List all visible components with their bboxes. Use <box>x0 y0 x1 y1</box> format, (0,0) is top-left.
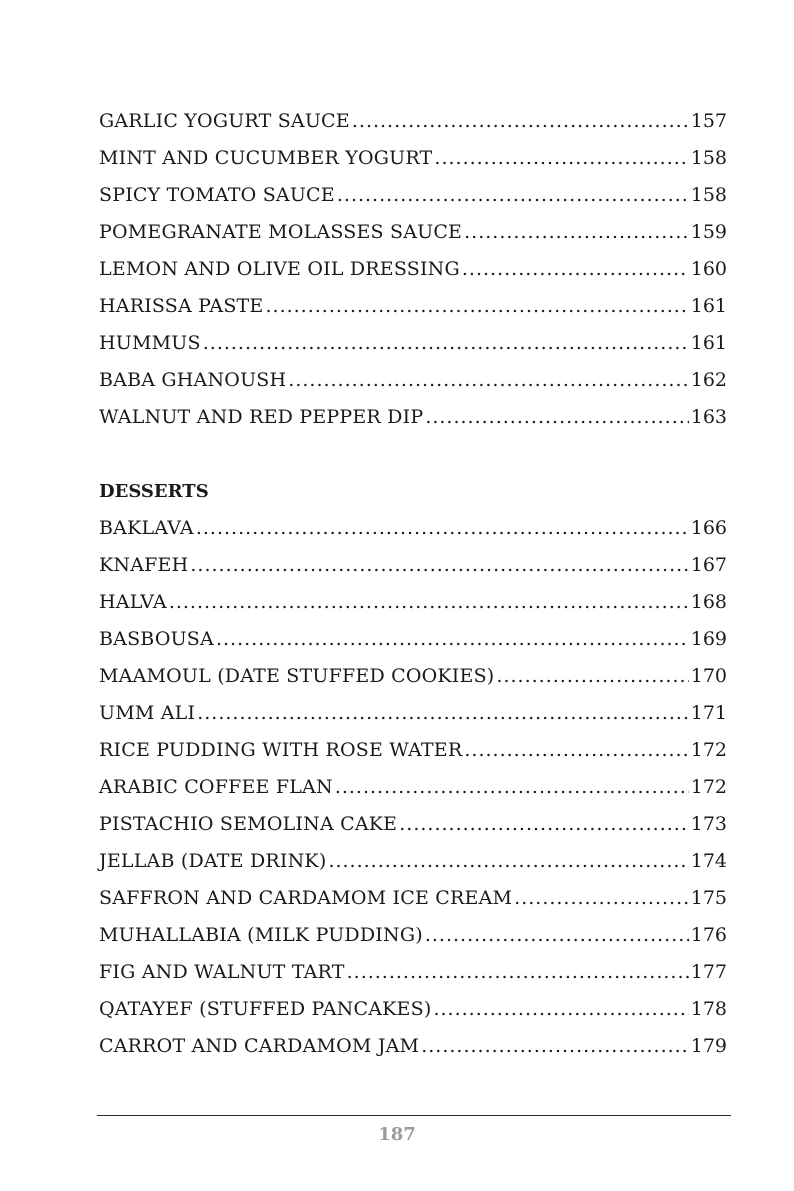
dot-leader <box>462 251 689 288</box>
dot-leader <box>265 288 688 325</box>
toc-entry-page-number: 177 <box>690 961 727 983</box>
dot-leader <box>425 917 689 954</box>
dot-leader <box>216 621 689 658</box>
dot-leader <box>399 806 688 843</box>
toc-entry-title: FIG AND WALNUT TART <box>99 961 345 983</box>
toc-entry-page-number: 173 <box>690 813 727 835</box>
toc-entry-page-number: 169 <box>690 628 727 650</box>
dot-leader <box>514 880 689 917</box>
toc-entry <box>99 251 727 288</box>
dot-leader <box>328 843 688 880</box>
toc-entry-title: POMEGRANATE MOLASSES SAUCE <box>99 221 463 243</box>
dot-leader <box>433 991 688 1028</box>
dot-leader <box>288 362 688 399</box>
toc-entry-title: LEMON AND OLIVE OIL DRESSING <box>99 258 460 280</box>
dot-leader <box>434 140 688 177</box>
toc-entry-title: ARABIC COFFEE FLAN <box>99 776 333 798</box>
toc-desserts-list <box>99 510 727 1065</box>
toc-entry-title: MINT AND CUCUMBER YOGURT <box>99 147 433 169</box>
toc-entry-page-number: 179 <box>690 1035 727 1057</box>
dot-leader <box>347 954 689 991</box>
footer-divider <box>97 1115 731 1116</box>
toc-entry-page-number: 175 <box>690 887 727 909</box>
toc-entry-title: SPICY TOMATO SAUCE <box>99 184 335 206</box>
toc-entry <box>99 658 727 695</box>
dot-leader <box>203 325 689 362</box>
dot-leader <box>352 103 689 140</box>
toc-entry-page-number: 167 <box>690 554 727 576</box>
toc-entry-page-number: 166 <box>690 517 727 539</box>
toc-entry-page-number: 172 <box>690 739 727 761</box>
toc-entry <box>99 547 727 584</box>
dot-leader <box>464 732 688 769</box>
toc-entry-page-number: 171 <box>690 702 727 724</box>
toc-entry <box>99 880 727 917</box>
toc-sauces-list <box>99 103 727 436</box>
toc-entry <box>99 843 727 880</box>
dot-leader <box>190 547 688 584</box>
toc-entry <box>99 1028 727 1065</box>
toc-entry-title: BAKLAVA <box>99 517 194 539</box>
toc-entry <box>99 621 727 658</box>
toc-entry-title: HALVA <box>99 591 167 613</box>
toc-entry <box>99 584 727 621</box>
toc-entry-page-number: 158 <box>690 184 727 206</box>
toc-entry-title: MAAMOUL (DATE STUFFED COOKIES) <box>99 665 495 687</box>
toc-entry <box>99 510 727 547</box>
toc-entry-page-number: 162 <box>690 369 727 391</box>
toc-entry-title: KNAFEH <box>99 554 189 576</box>
toc-entry <box>99 991 727 1028</box>
toc-entry-title: GARLIC YOGURT SAUCE <box>99 110 350 132</box>
toc-entry-page-number: 174 <box>690 850 727 872</box>
dot-leader <box>169 584 689 621</box>
toc-entry-title: HUMMUS <box>99 332 201 354</box>
toc-entry-page-number: 170 <box>690 665 727 687</box>
dot-leader <box>196 510 689 547</box>
toc-entry-page-number: 159 <box>690 221 727 243</box>
dot-leader <box>496 658 688 695</box>
toc-entry <box>99 140 727 177</box>
toc-entry <box>99 103 727 140</box>
toc-entry-title: WALNUT AND RED PEPPER DIP <box>99 406 424 428</box>
toc-entry-page-number: 158 <box>690 147 727 169</box>
section-heading-desserts: DESSERTS <box>99 481 209 502</box>
toc-entry <box>99 695 727 732</box>
toc-entry-page-number: 157 <box>690 110 727 132</box>
toc-entry-title: BASBOUSA <box>99 628 214 650</box>
toc-entry-page-number: 163 <box>690 406 727 428</box>
toc-entry-title: PISTACHIO SEMOLINA CAKE <box>99 813 398 835</box>
toc-entry <box>99 214 727 251</box>
dot-leader <box>335 769 689 806</box>
toc-entry-page-number: 172 <box>690 776 727 798</box>
dot-leader <box>197 695 689 732</box>
page-number: 187 <box>378 1124 416 1145</box>
toc-entry <box>99 288 727 325</box>
toc-entry-title: BABA GHANOUSH <box>99 369 287 391</box>
toc-entry-page-number: 176 <box>690 924 727 946</box>
toc-entry-title: UMM ALI <box>99 702 196 724</box>
toc-entry-page-number: 161 <box>690 295 727 317</box>
toc-entry <box>99 325 727 362</box>
dot-leader <box>425 399 688 436</box>
toc-entry-title: RICE PUDDING WITH ROSE WATER <box>99 739 463 761</box>
toc-entry <box>99 954 727 991</box>
dot-leader <box>464 214 689 251</box>
toc-entry-page-number: 161 <box>690 332 727 354</box>
toc-entry-title: QATAYEF (STUFFED PANCAKES) <box>99 998 432 1020</box>
toc-entry <box>99 732 727 769</box>
toc-entry-page-number: 160 <box>690 258 727 280</box>
toc-entry <box>99 362 727 399</box>
toc-entry-page-number: 178 <box>690 998 727 1020</box>
toc-entry-title: CARROT AND CARDAMOM JAM <box>99 1035 420 1057</box>
toc-entry-title: JELLAB (DATE DRINK) <box>99 850 327 872</box>
toc-entry-page-number: 168 <box>690 591 727 613</box>
dot-leader <box>421 1028 689 1065</box>
toc-entry-title: MUHALLABIA (MILK PUDDING) <box>99 924 423 946</box>
toc-entry <box>99 917 727 954</box>
toc-entry-title: SAFFRON AND CARDAMOM ICE CREAM <box>99 887 513 909</box>
toc-entry <box>99 806 727 843</box>
toc-desserts-section <box>99 473 727 1065</box>
toc-entry <box>99 177 727 214</box>
toc-entry <box>99 399 727 436</box>
toc-entry-title: HARISSA PASTE <box>99 295 264 317</box>
dot-leader <box>337 177 689 214</box>
toc-entry <box>99 769 727 806</box>
